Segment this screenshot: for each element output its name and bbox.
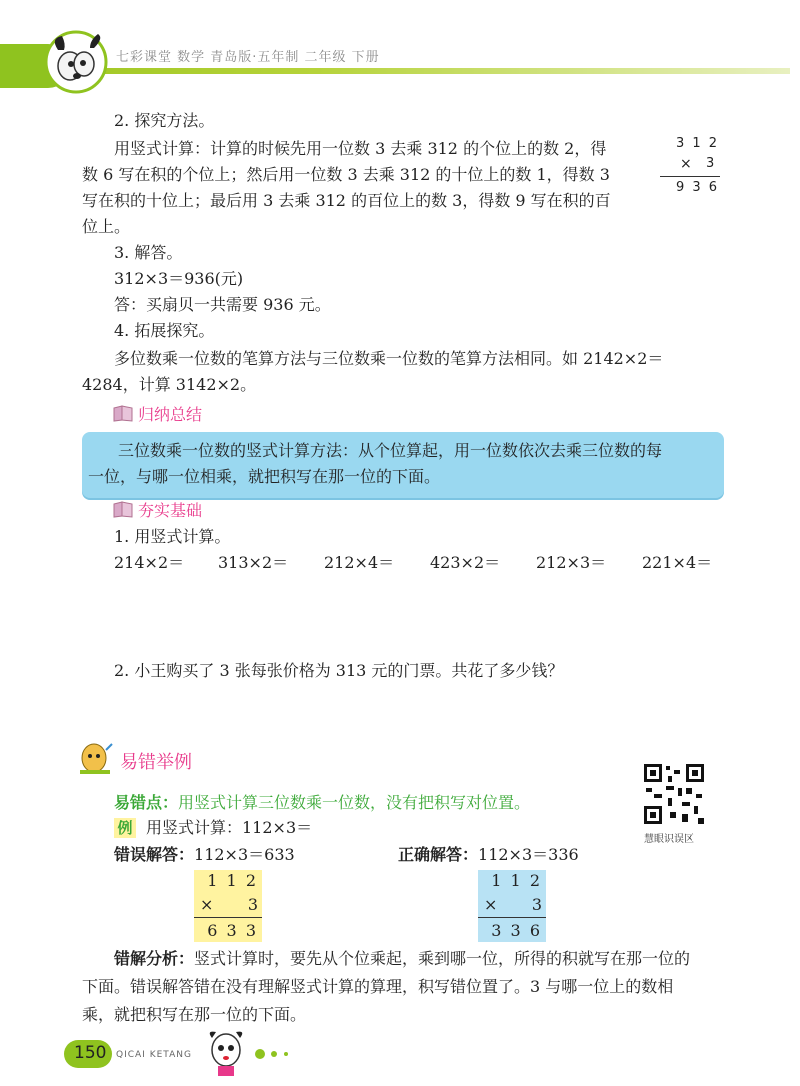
mistake-point-label: 易错点：: [114, 793, 179, 812]
exercise-item: 212×4＝: [324, 553, 395, 572]
exercise-item: 214×2＝: [114, 553, 185, 572]
equation: 312×3＝936(元): [114, 269, 244, 288]
calc-line: [660, 176, 720, 177]
mascot-thinking-icon: [76, 740, 116, 778]
question-2: 2. 小王购买了 3 张每张价格为 313 元的门票。共花了多少钱？: [114, 661, 564, 680]
analysis-label: 错解分析：: [114, 949, 195, 968]
basics-title: 夯实基础: [138, 501, 203, 520]
example-tag: 例: [114, 818, 136, 838]
analysis-line: 下面。错误解答错在没有理解竖式计算的算理，积写错位置了。3 与哪一位上的数相: [82, 977, 674, 996]
analysis-line: 竖式计算时，要先从个位乘起，乘到哪一位，所得的积就写在那一位的: [194, 949, 691, 968]
section-heading: 2. 探究方法。: [114, 111, 215, 130]
multiply-sign: ×: [680, 156, 692, 172]
mistakes-title: 易错举例: [120, 752, 192, 773]
calc-line: [194, 917, 262, 918]
exercise-item: 313×2＝: [218, 553, 289, 572]
summary-line: 三位数乘一位数的竖式计算方法：从个位算起，用一位数依次去乘三位数的每: [118, 441, 663, 460]
mascot-footer-icon: [204, 1030, 248, 1078]
calc-row: 6 3 3: [207, 921, 258, 940]
calc-row: 9 3 6: [676, 180, 720, 195]
header-bar: [0, 68, 790, 74]
multiply-sign: ×: [484, 895, 498, 914]
calc-row: 1 1 2: [207, 871, 258, 890]
section-heading: 4. 拓展探究。: [114, 321, 215, 340]
paragraph-line: 位上。: [82, 217, 131, 236]
calc-row: 3 3 6: [491, 921, 542, 940]
right-label: 正确解答：: [398, 845, 479, 864]
calc-row: 3: [706, 156, 715, 171]
calc-line: [478, 917, 546, 918]
vertical-calculation: [660, 136, 720, 206]
wrong-label: 错误解答：: [114, 845, 195, 864]
summary-title: 归纳总结: [138, 405, 203, 424]
wrong-equation: 112×3＝633: [194, 845, 295, 864]
calc-row: 3: [531, 895, 542, 914]
qr-code-icon: [642, 762, 706, 826]
qr-label: 慧眼识误区: [644, 834, 694, 845]
section-heading: 3. 解答。: [114, 243, 183, 262]
wrong-calculation: [194, 870, 262, 942]
book-icon: [112, 404, 134, 422]
exercise-item: 221×4＝: [642, 553, 713, 572]
calc-row: 3 1 2: [676, 136, 720, 151]
example-text: 用竖式计算：112×3＝: [146, 818, 313, 837]
answer: 答：买扇贝一共需要 936 元。: [114, 295, 331, 314]
analysis-line: 乘，就把积写在那一位的下面。: [82, 1005, 307, 1024]
paragraph-line: 用竖式计算：计算的时候先用一位数 3 去乘 312 的个位上的数 2，得: [114, 139, 607, 158]
exercise-item: 423×2＝: [430, 553, 501, 572]
mascot-logo-icon: [40, 28, 114, 96]
calc-row: 3: [247, 895, 258, 914]
exercise-item: 212×3＝: [536, 553, 607, 572]
dots-icon: [254, 1048, 294, 1060]
paragraph-line: 数 6 写在积的个位上；然后用一位数 3 去乘 312 的十位上的数 1，得数 3: [82, 165, 610, 184]
paragraph-line: 多位数乘一位数的笔算方法与三位数乘一位数的笔算方法相同。如 2142×2＝: [114, 349, 664, 368]
footer-brand: QICAI KETANG: [116, 1050, 192, 1060]
mistake-point-text: 用竖式计算三位数乘一位数，没有把积写对位置。: [178, 793, 531, 812]
paragraph-line: 写在积的十位上；最后用 3 去乘 312 的百位上的数 3，得数 9 写在积的百: [82, 191, 611, 210]
book-icon: [112, 500, 134, 518]
page-number: 150: [74, 1043, 107, 1063]
calc-row: 1 1 2: [491, 871, 542, 890]
question-1: 1. 用竖式计算。: [114, 527, 231, 546]
summary-line: 一位，与哪一位相乘，就把积写在那一位的下面。: [88, 467, 441, 486]
paragraph-line: 4284，计算 3142×2。: [82, 375, 257, 394]
multiply-sign: ×: [200, 895, 214, 914]
right-equation: 112×3＝336: [478, 845, 579, 864]
right-calculation: [478, 870, 546, 942]
header-title: 七彩课堂 数学 青岛版·五年制 二年级 下册: [116, 50, 380, 65]
